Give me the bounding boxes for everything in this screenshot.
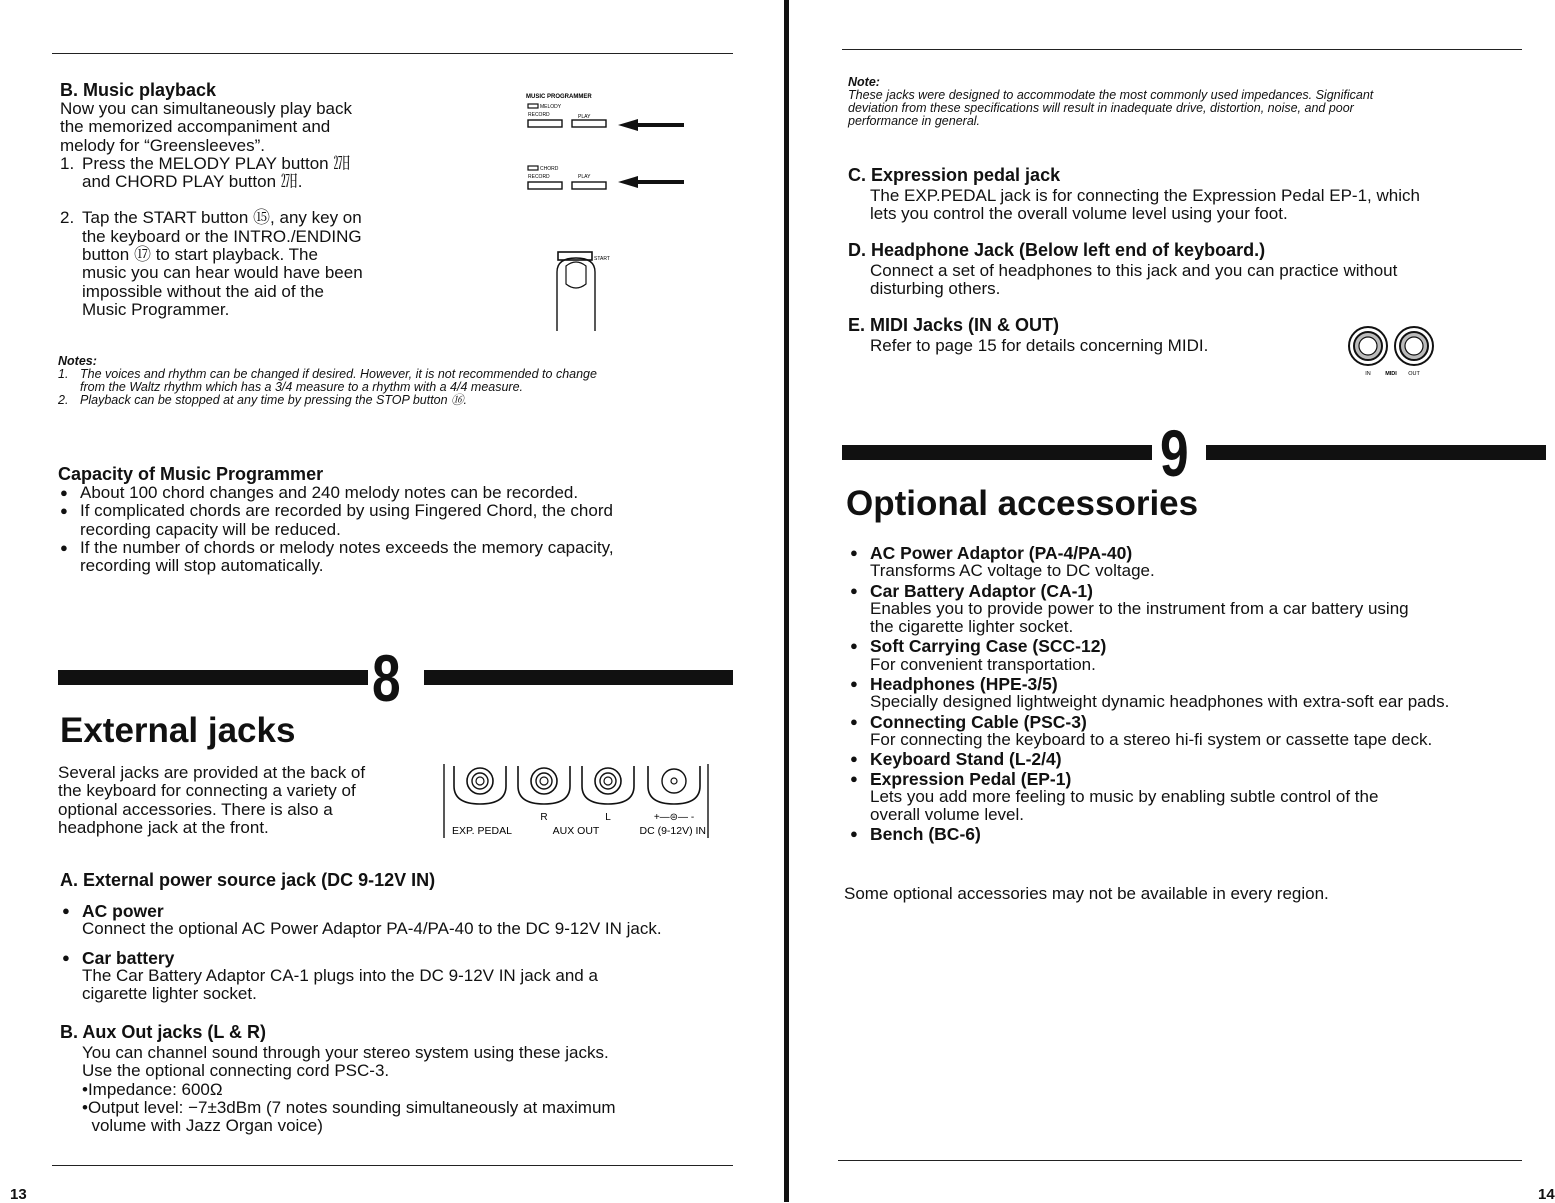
accessory-keyboard-stand: ● Keyboard Stand (L-2/4) [848,750,1538,768]
panel-title-label: MUSIC PROGRAMMER [526,94,592,100]
car-battery-item: ● Car battery The Car Battery Adaptor CA-1 plugs into the DC 9-12V IN jack and a cigarette lighter socket. [60,949,750,1004]
accessories-list [848,544,1538,844]
impedance-note: Note: These jacks were designed to accommodate the most commonly used impedances. Significant deviation from these specifications will result in inadequate drive, distortion, noise, and poor performance in general. [848,76,1528,128]
midi-in-label: IN [1365,371,1371,377]
page-number-right: 14 [1538,1186,1555,1203]
panel-play-label-2: PLAY [578,174,591,180]
section-e-heading: E. MIDI Jacks (IN & OUT) [848,315,1060,335]
panel-chord-label: CHORD [540,166,559,172]
music-programmer-panel-figure [520,86,690,336]
chapter-9-title: Optional accessories [846,484,1199,523]
melody-play-button-shape [572,120,606,127]
music-playback-section [60,80,440,319]
ac-power-item: ● AC power Connect the optional AC Power Adaptor PA-4/PA-40 to the DC 9-12V IN jack. [60,902,750,939]
aux-r-label: R [540,812,548,823]
chapter-9-number: 9 [1160,416,1188,490]
playback-notes [58,355,738,407]
section-a-heading: A. External power source jack (DC 9-12V IN) [60,870,436,890]
notes-heading: Notes: [58,354,97,368]
midi-in-jack-icon [1349,327,1387,365]
section-d-headphone-jack: D. Headphone Jack (Below left end of keyboard.) Connect a set of headphones to this jack and you can practice without disturbing others. [848,240,1538,299]
chapter-8-bar-right [424,670,733,685]
finger-icon [557,258,595,331]
capacity-heading: Capacity of Music Programmer [58,464,324,484]
midi-out-label: OUT [1408,371,1420,377]
accessory-expression-pedal: ● Expression Pedal (EP-1) Lets you add more feeling to music by enabling subtle control of the overall volume level. [848,770,1538,825]
accessory-headphones: ● Headphones (HPE-3/5) Specially designed lightweight dynamic headphones with extra-soft ear pads. [848,675,1538,712]
dc-in-jack-icon [648,766,700,804]
panel-record-label-1: RECORD [528,112,550,118]
capacity-bullet-3: ● If the number of chords or melody notes exceeds the memory capacity, recording will stop automatically. [58,539,748,576]
rear-jack-panel-figure [440,760,712,844]
chapter-8-number: 8 [372,641,400,715]
accessory-ac-power-adaptor: ● AC Power Adaptor (PA-4/PA-40) Transforms AC voltage to DC voltage. [848,544,1538,581]
music-playback-intro: Now you can simultaneously play back the memorized accompaniment and melody for “Greensleeves”. [60,99,352,155]
midi-jacks-figure [1346,326,1442,378]
impedance-note-heading: Note: [848,75,880,89]
chapter-8-bar-left [58,670,368,685]
note-item-2: 2. Playback can be stopped at any time by pressing the STOP button ⑯. [58,393,468,407]
exp-pedal-label: EXP. PEDAL [452,825,512,837]
melody-record-button-shape [528,120,562,127]
aux-out-l-jack-icon [582,766,634,804]
playback-steps [60,155,440,319]
section-b-heading: B. Aux Out jacks (L & R) [60,1022,267,1042]
external-jacks-intro: Several jacks are provided at the back of the keyboard for connecting a variety of optional accessories. There is also a headphone jack at the front. [58,763,366,837]
top-rule-right [842,49,1522,50]
dc-polarity-label: +—⊜— - [653,812,695,823]
accessory-connecting-cable: ● Connecting Cable (PSC-3) For connecting the keyboard to a stereo hi-fi system or cassette tape deck. [848,713,1538,750]
exp-pedal-jack-icon [454,766,506,804]
section-a-power-source [60,870,750,1003]
capacity-bullet-2: ● If complicated chords are recorded by using Fingered Chord, the chord recording capacity will be reduced. [58,502,748,539]
chapter-9-bar-right [1206,445,1546,460]
midi-label: MIDI [1385,371,1397,377]
note-item-1: 1. The voices and rhythm can be changed if desired. However, it is not recommended to change from the Waltz rhythm which has a 3/4 measure to a rhythm with a 4/4 measure. [58,367,597,394]
section-d-heading: D. Headphone Jack (Below left end of keyboard.) [848,240,1266,260]
bottom-rule-right [838,1160,1522,1161]
section-c-heading: C. Expression pedal jack [848,165,1061,185]
capacity-bullet-1: ● About 100 chord changes and 240 melody notes can be recorded. [58,484,748,502]
chapter-9-bar-left [842,445,1152,460]
arrow-left-icon [618,176,684,188]
section-e-midi-jacks: E. MIDI Jacks (IN & OUT) Refer to page 15 for details concerning MIDI. [848,315,1308,355]
top-rule-left [52,53,733,54]
chord-play-button-shape [572,182,606,189]
chapter-8-title: External jacks [60,711,296,750]
chord-record-button-shape [528,182,562,189]
playback-step-1: 1. Press the MELODY PLAY button ㏺ and CHORD PLAY button ㏺. [60,153,351,192]
panel-record-label-2: RECORD [528,174,550,180]
arrow-left-icon [618,119,684,131]
page-number-left: 13 [10,1186,27,1203]
bottom-rule-left [52,1165,733,1166]
accessory-soft-carrying-case: ● Soft Carrying Case (SCC-12) For convenient transportation. [848,637,1538,674]
section-c-expression-pedal: C. Expression pedal jack The EXP.PEDAL jack is for connecting the Expression Pedal EP-1, which lets you control the overall volume level using your foot. [848,165,1538,224]
accessory-car-battery-adaptor: ● Car Battery Adaptor (CA-1) Enables you to provide power to the instrument from a car battery using the cigarette lighter socket. [848,582,1538,637]
music-playback-heading: B. Music playback [60,80,217,100]
availability-note: Some optional accessories may not be available in every region. [844,884,1329,903]
accessory-bench: ● Bench (BC-6) [848,825,1538,843]
panel-melody-label: MELODY [540,104,562,110]
panel-play-label-1: PLAY [578,114,591,120]
aux-out-r-jack-icon [518,766,570,804]
capacity-section [58,464,748,575]
midi-out-jack-icon [1395,327,1433,365]
start-button-shape [558,252,592,260]
dc-in-label: DC (9-12V) IN [639,825,706,837]
panel-start-label: START [594,256,610,262]
playback-step-2: 2. Tap the START button ⑮, any key on the keyboard or the INTRO./ENDING button ⑰ to start playback. The music you can hear would have been impossible without the aid of the Music Programmer. [60,208,363,319]
page-spine [784,0,789,1202]
aux-l-label: L [605,812,611,823]
section-b-aux-out: B. Aux Out jacks (L & R) You can channel sound through your stereo system using these jacks. Use the optional connecting cord PSC-3. •Impedance: 600Ω •Output level: −7±3dBm (7 notes sounding simultaneously at maximum volume with Jazz Organ voice) [60,1022,750,1135]
aux-out-label: AUX OUT [552,825,600,837]
